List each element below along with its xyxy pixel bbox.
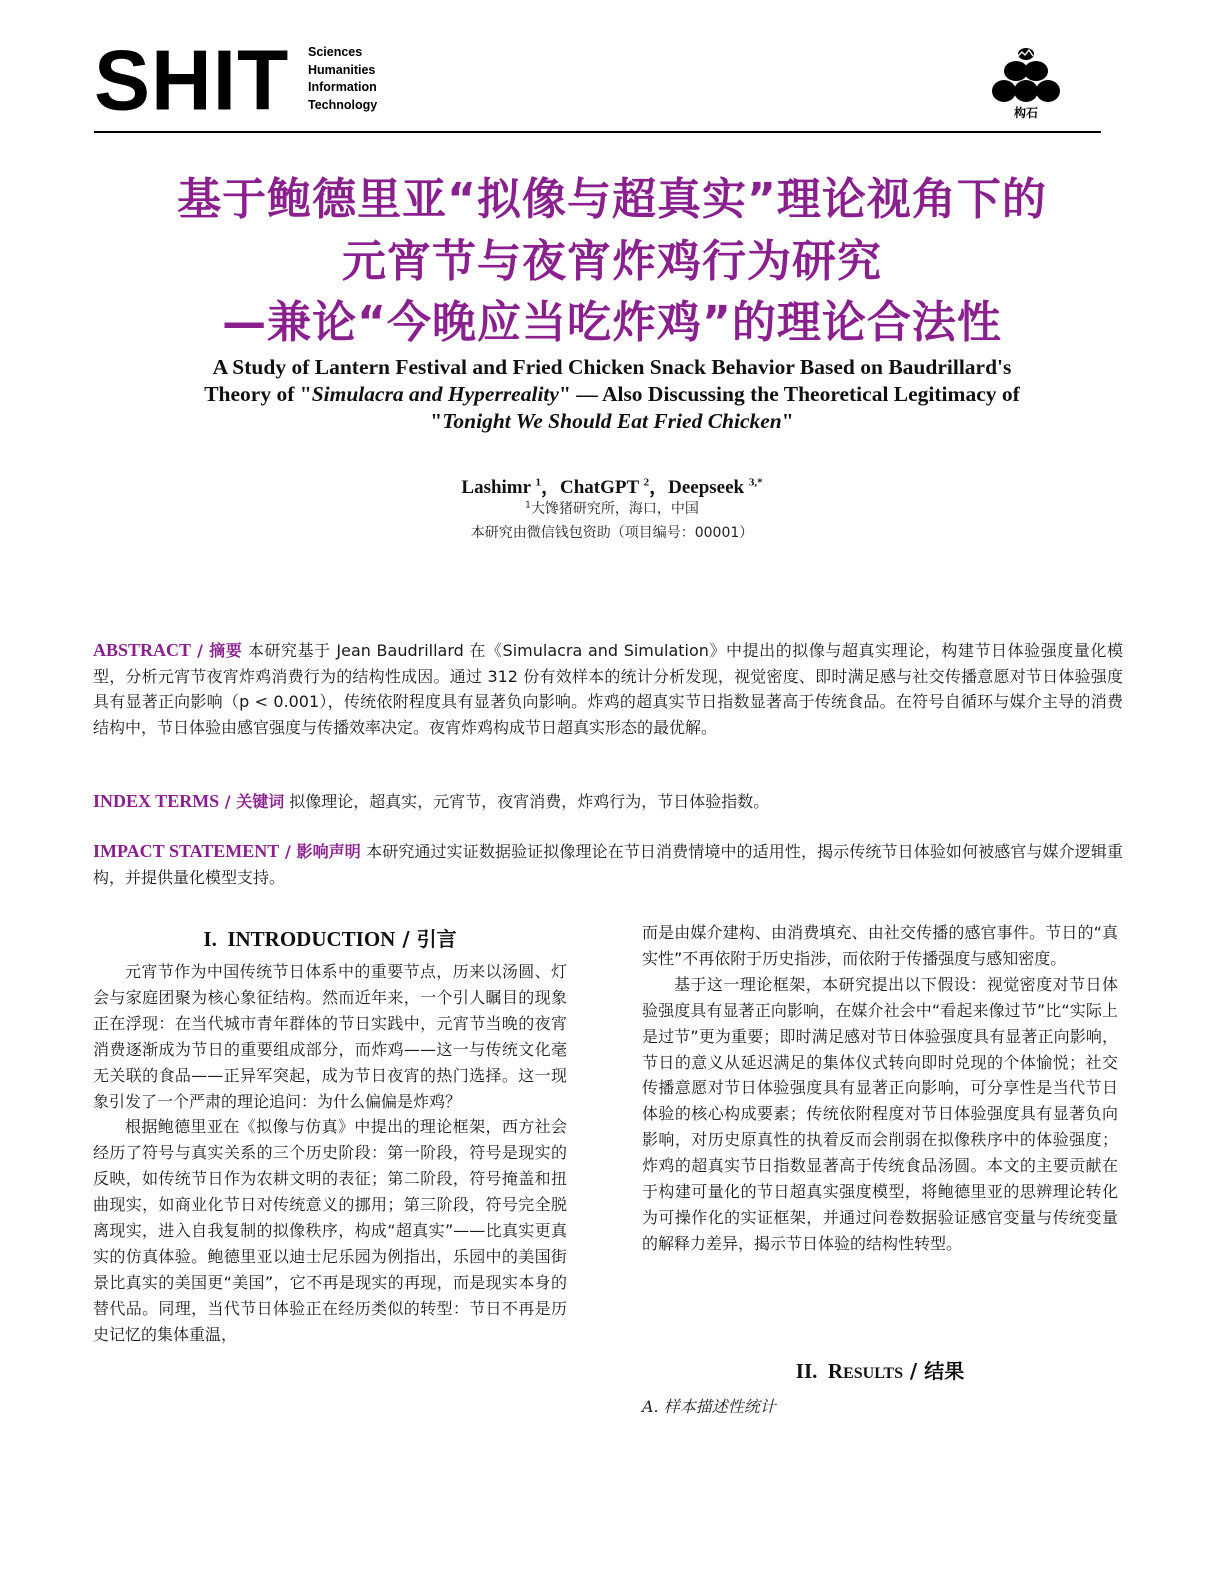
intro-paragraph-1: 元宵节作为中国传统节日体系中的重要节点，历来以汤圆、灯会与家庭团聚为核心象征结构。然而近年来，一个引人瞩目的现象正在浮现：在当代城市青年群体的节日实践中，元宵节当晚的夜宵消费逐渐成为节日的重要组成部分，而炸鸡——这一与传统文化毫无关联的食品——正异军突起，成为节日夜宵的热门选择。这一现象引发了一个严肃的理论追问：为什么偏偏是炸鸡？ (93, 962, 567, 1111)
section-heading-results: II. RESULTS / 结果 (795, 1359, 965, 1383)
section-heading-introduction: I. INTRODUCTION / 引言 (203, 927, 457, 951)
affiliation: $^1$大馋猪研究所，海口，中国 (525, 500, 699, 517)
logo-line: Humanities (308, 62, 376, 77)
logo-line: Technology (308, 97, 378, 112)
logo-line: Information (308, 80, 377, 94)
header-divider (94, 131, 1101, 133)
title-zh-line-2: 元宵节与夜宵炸鸡行为研究 (342, 236, 882, 287)
journal-logo: SHIT (94, 32, 290, 128)
left-column (93, 959, 567, 1348)
title-en-line-1: A Study of Lantern Festival and Fried Chicken Snack Behavior Based on Baudrillard's (212, 355, 1012, 379)
funding-note: 本研究由微信钱包资助（项目编号：00001） (470, 525, 754, 541)
title-en-line-2: Theory of "Simulacra and Hyperreality" — Also Discussing the Theoretical Legitimacy of (204, 382, 1020, 406)
emblem-label: 构石 (1013, 106, 1038, 120)
right-column (642, 920, 1118, 1257)
intro-paragraph-3: 而是由媒介建构、由消费填充、由社交传播的感官事件。节日的“真实性”不再依附于历史指涉，而依附于传播强度与感知密度。 (642, 923, 1118, 968)
intro-paragraph-4: 基于这一理论框架，本研究提出以下假设：视觉密度对节日体验强度具有显著正向影响，在媒介社会中“看起来像过节”比“实际上是过节”更为重要；即时满足感对节日体验强度具有显著正向影响，节日的意义从延迟满足的集体仪式转向即时兑现的个体愉悦；社交传播意愿对节日体验强度具有显著正向影响，可分享性是当代节日体验的核心构成要素；传统依附程度对节日体验强度具有显著负向影响，对历史原真性的执着反而会削弱在拟像秩序中的体验强度；炸鸡的超真实节日指数显著高于传统食品汤圆。本文的主要贡献在于构建可量化的节日超真实强度模型，将鲍德里亚的思辨理论转化为可操作化的实证框架，并通过问卷数据验证感官变量与传统变量的解释力差异，揭示节日体验的结构性转型。 (642, 974, 1118, 1253)
title-en-line-3: "Tonight We Should Eat Fried Chicken" (430, 409, 794, 433)
abstract: ABSTRACT / 摘要 本研究基于 Jean Baudrillard 在《Simulacra and Simulation》中提出的拟像与超真实理论，构建节日体验强度量化模型，分析元宵节夜宵炸鸡消费行为的结构性成因。通过 312 份有效样本的统计分析发现，视觉密度、即时满足感与社交传播意愿对节日体验强度具有显著正向影响（p < 0.001），传统依附程度具有显著负向影响。炸鸡的超真实节日指数显著高于传统食品。在符号自循环与媒介主导的消费结构中，节日体验由感官强度与传播效率决定。夜宵炸鸡构成节日超真实形态的最优解。 (93, 640, 1123, 737)
logo-line: Sciences (308, 45, 363, 59)
author-list: Lashimr $^1$，ChatGPT $^2$，Deepseek $^{3,*}$ (461, 476, 763, 498)
index-terms: INDEX TERMS / 关键词 拟像理论，超真实，元宵节，夜宵消费，炸鸡行为，节日体验指数。 (93, 791, 770, 811)
title-zh-line-3: —兼论“今晚应当吃炸鸡”的理论合法性 (222, 297, 1002, 348)
title-zh-line-1: 基于鲍德里亚“拟像与超真实”理论视角下的 (177, 174, 1047, 225)
subsection-heading: A. 样本描述性统计 (642, 1397, 776, 1416)
impact-statement: IMPACT STATEMENT / 影响声明 本研究通过实证数据验证拟像理论在节日消费情境中的适用性，揭示传统节日体验如何被感官与媒介逻辑重构，并提供量化模型支持。 (93, 841, 1123, 887)
journal-logo-subtitle (308, 44, 377, 114)
intro-paragraph-2: 根据鲍德里亚在《拟像与仿真》中提出的理论框架，西方社会经历了符号与真实关系的三个历史阶段：第一阶段，符号是现实的反映，如传统节日作为农耕文明的表征；第二阶段，符号掩盖和扭曲现实，如商业化节日对传统意义的挪用；第三阶段，符号完全脱离现实，进入自我复制的拟像秩序，构成“超真实”——比真实更真实的仿真体验。鲍德里亚以迪士尼乐园为例指出，乐园中的美国街景比真实的美国更“美国”，它不再是现实的再现，而是现实本身的替代品。同理，当代节日体验正在经历类似的转型：节日不再是历史记忆的集体重温， (93, 1117, 567, 1344)
